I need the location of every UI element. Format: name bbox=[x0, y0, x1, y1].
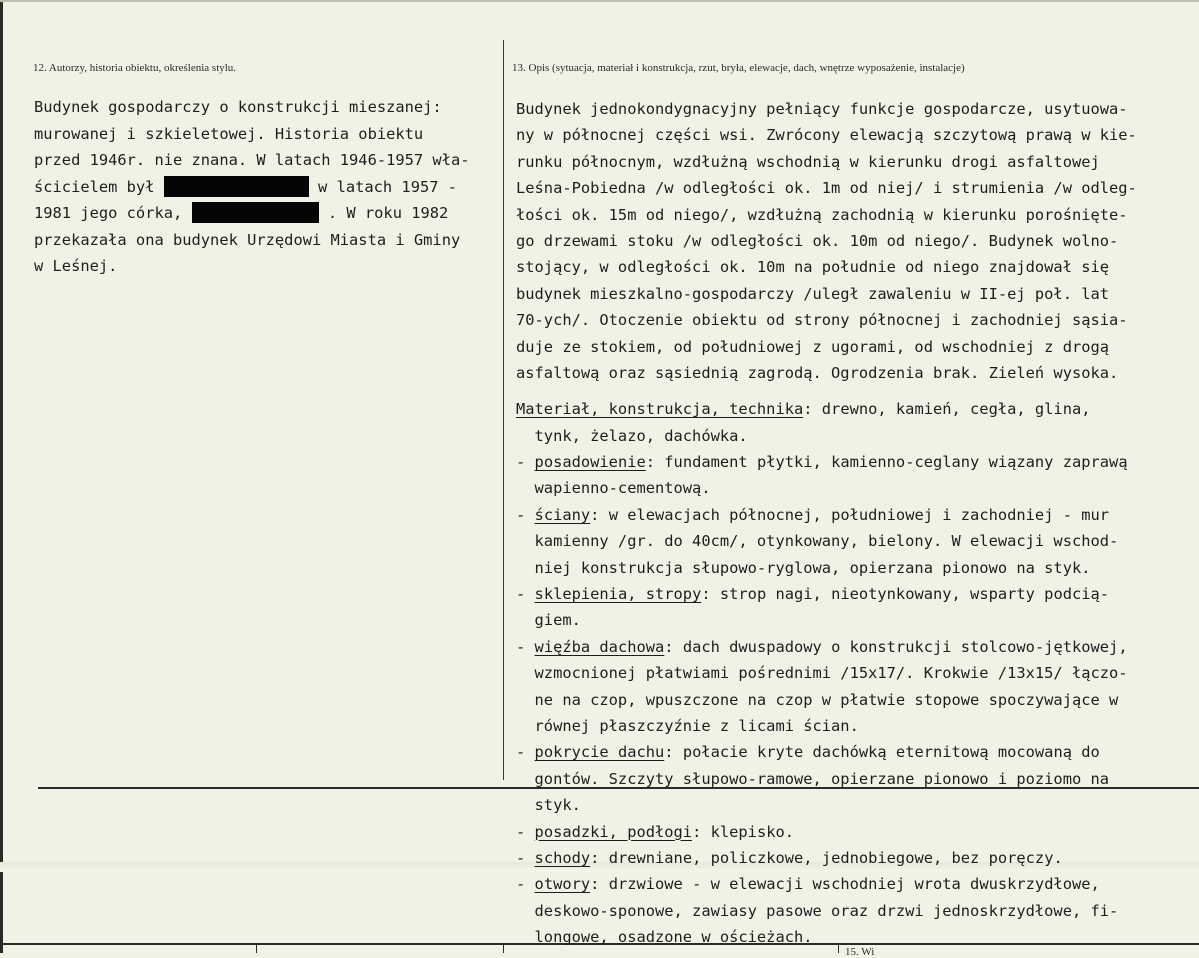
description-text: deskowo-sponowe, zawiasy pasowe oraz drzwi jednoskrzydłowe, fi- bbox=[516, 901, 1119, 920]
history-text: murowanej i szkieletowej. Historia obiektu bbox=[34, 124, 424, 143]
redaction-bar bbox=[164, 176, 309, 197]
description-line bbox=[516, 360, 1199, 386]
description-item bbox=[516, 449, 1199, 475]
description-text: : drewniane, policzkowe, jednobiegowe, bez poręczy. bbox=[590, 848, 1063, 867]
underlined-label: sklepienia, stropy bbox=[534, 585, 702, 604]
section-12-heading: 12. Autorzy, historia obiektu, określenia stylu. bbox=[33, 62, 237, 74]
description-text: : klepisko. bbox=[692, 822, 795, 841]
description-text: stojący, w odległości ok. 10m na południe od niego znajdował się bbox=[516, 258, 1110, 277]
description-text: łości ok. 15m od niego/, wzdłużną zachodnią w kierunku porośnięte- bbox=[516, 205, 1128, 224]
history-text: w Leśnej. bbox=[34, 257, 118, 275]
description-line bbox=[516, 334, 1199, 360]
history-text: Budynek gospodarczy o konstrukcji mieszanej: bbox=[34, 98, 442, 116]
description-text: : fundament płytki, kamienno-ceglany wiązany zaprawą bbox=[645, 453, 1128, 472]
underlined-label: otwory bbox=[534, 875, 591, 894]
underlined-label: Materiał, konstrukcja, technika bbox=[516, 400, 804, 419]
history-line bbox=[34, 174, 504, 201]
bullet-dash: - bbox=[516, 875, 535, 894]
description-line bbox=[516, 122, 1199, 148]
description-item bbox=[516, 634, 1199, 660]
description-line bbox=[516, 202, 1199, 228]
description-text: asfaltową oraz sąsiednią zagrodą. Ogrodzenia brak. Zieleń wysoka. bbox=[516, 363, 1119, 382]
history-text: przed 1946r. nie znana. W latach 1946-1957 wła- bbox=[34, 151, 470, 169]
rule-tick bbox=[503, 943, 504, 953]
page-top-edge bbox=[0, 0, 1199, 2]
description-text: wzmocnionej płatwiami pośrednimi /15x17/. Krokwie /13x15/ łączo- bbox=[516, 664, 1128, 683]
description-line bbox=[516, 281, 1199, 307]
bullet-dash: - bbox=[516, 848, 535, 867]
description-line bbox=[516, 307, 1199, 333]
description-text: kamienny /gr. do 40cm/, otynkowany, bielony. W elewacji wschod- bbox=[516, 532, 1119, 551]
description-text: tynk, żelazo, dachówka. bbox=[516, 426, 748, 445]
description-line bbox=[516, 528, 1199, 554]
underlined-label: ściany bbox=[534, 505, 591, 524]
description-line bbox=[516, 228, 1199, 254]
description-line bbox=[516, 766, 1199, 792]
description-line bbox=[516, 607, 1199, 633]
bullet-dash: - bbox=[516, 505, 535, 524]
description-line bbox=[516, 713, 1199, 739]
page-edge-shadow bbox=[0, 0, 3, 953]
underlined-label: pokrycie dachu bbox=[534, 743, 665, 762]
description-item bbox=[516, 845, 1199, 871]
description-line bbox=[516, 475, 1199, 501]
description-line bbox=[516, 660, 1199, 686]
description-text: go drzewami stoku /w odległości ok. 10m od niego/. Budynek wolno- bbox=[516, 231, 1119, 250]
description-line bbox=[516, 423, 1199, 449]
description-text: wapienno-cementową. bbox=[516, 479, 711, 498]
description-text: giem. bbox=[516, 611, 581, 630]
bullet-dash: - bbox=[516, 637, 535, 656]
history-text: w latach 1957 - bbox=[318, 177, 458, 196]
description-text: : połacie kryte dachówką eternitową mocowaną do bbox=[664, 743, 1100, 762]
description-text: niej konstrukcja słupowo-ryglowa, opierzana pionowo na styk. bbox=[516, 558, 1091, 577]
description-text: : drzwiowe - w elewacji wschodniej wrota dwuskrzydłowe, bbox=[590, 875, 1100, 894]
description-line bbox=[516, 898, 1199, 924]
bullet-dash: - bbox=[516, 453, 535, 472]
bullet-dash: - bbox=[516, 585, 535, 604]
underlined-label: posadowienie bbox=[534, 453, 646, 472]
description-text: budynek mieszkalno-gospodarczy /uległ zawaleniu w II-ej poł. lat bbox=[516, 284, 1110, 303]
description-text: ne na czop, wpuszczone na czop w płatwie stopowe spoczywające w bbox=[516, 690, 1119, 709]
underlined-label: schody bbox=[534, 848, 591, 867]
history-line bbox=[34, 253, 504, 280]
rule-tick bbox=[256, 943, 257, 953]
history-line bbox=[34, 227, 504, 254]
section-13-body bbox=[516, 96, 1199, 951]
redaction-bar bbox=[192, 202, 319, 223]
history-text: ścicielem był bbox=[34, 177, 155, 196]
description-item bbox=[516, 871, 1199, 897]
description-item bbox=[516, 581, 1199, 607]
description-item bbox=[516, 396, 1199, 422]
description-text: : strop nagi, nieotynkowany, wsparty podcią- bbox=[701, 585, 1110, 604]
description-item bbox=[516, 739, 1199, 765]
description-text: Budynek jednokondygnacyjny pełniący funkcje gospodarcze, usytuowa- bbox=[516, 100, 1128, 118]
description-line bbox=[516, 792, 1199, 818]
underlined-label: więźba dachowa bbox=[534, 637, 665, 656]
description-line bbox=[516, 175, 1199, 201]
section-13-heading: 13. Opis (sytuacja, materiał i konstrukcja, rzut, bryła, elewacje, dach, wnętrze wyposażenie, instalacje) bbox=[512, 62, 965, 74]
description-text: 70-ych/. Otoczenie obiektu od strony północnej i zachodniej sąsia- bbox=[516, 311, 1128, 330]
description-text: styk. bbox=[516, 796, 581, 815]
description-text: : w elewacjach północnej, południowej i zachodniej - mur bbox=[590, 505, 1110, 524]
description-text: gontów. Szczyty słupowo-ramowe, opierzane pionowo i poziomo na bbox=[516, 769, 1110, 788]
history-text: przekazała ona budynek Urzędowi Miasta i Gminy bbox=[34, 230, 461, 249]
underlined-label: posadzki, podłogi bbox=[534, 822, 693, 841]
history-line bbox=[34, 147, 504, 174]
description-text: : drewno, kamień, cegła, glina, bbox=[803, 400, 1091, 419]
description-text: Leśna-Pobiedna /w odległości ok. 1m od niej/ i strumienia /w odleg- bbox=[516, 179, 1137, 198]
history-text: . W roku 1982 bbox=[327, 204, 449, 222]
description-line bbox=[516, 254, 1199, 280]
description-item bbox=[516, 502, 1199, 528]
description-text: runku północnym, wzdłużną wschodnią w kierunku drogi asfaltowej bbox=[516, 152, 1100, 171]
history-text: 1981 jego córka, bbox=[34, 204, 183, 222]
section-12-body bbox=[34, 94, 504, 280]
history-line bbox=[34, 200, 504, 227]
description-line bbox=[516, 687, 1199, 713]
description-line bbox=[516, 555, 1199, 581]
description-line bbox=[516, 96, 1199, 122]
history-line bbox=[34, 121, 504, 148]
description-text: duje ze stokiem, od południowej z ugorami, od wschodniej z drogą bbox=[516, 337, 1110, 356]
bullet-dash: - bbox=[516, 743, 535, 762]
description-text: : dach dwuspadowy o konstrukcji stolcowo-jętkowej, bbox=[664, 637, 1128, 656]
history-line bbox=[34, 94, 504, 121]
section-15-heading-partial: 15. Wi bbox=[845, 946, 875, 958]
description-text: ny w północnej części wsi. Zwrócony elewacją szczytową prawą w kie- bbox=[516, 126, 1137, 145]
bullet-dash: - bbox=[516, 822, 535, 841]
description-text: równej płaszczyźnie z licami ścian. bbox=[516, 716, 859, 735]
description-text: longowe, osadzone w ościeżach. bbox=[516, 928, 813, 947]
description-item bbox=[516, 819, 1199, 845]
description-line bbox=[516, 149, 1199, 175]
